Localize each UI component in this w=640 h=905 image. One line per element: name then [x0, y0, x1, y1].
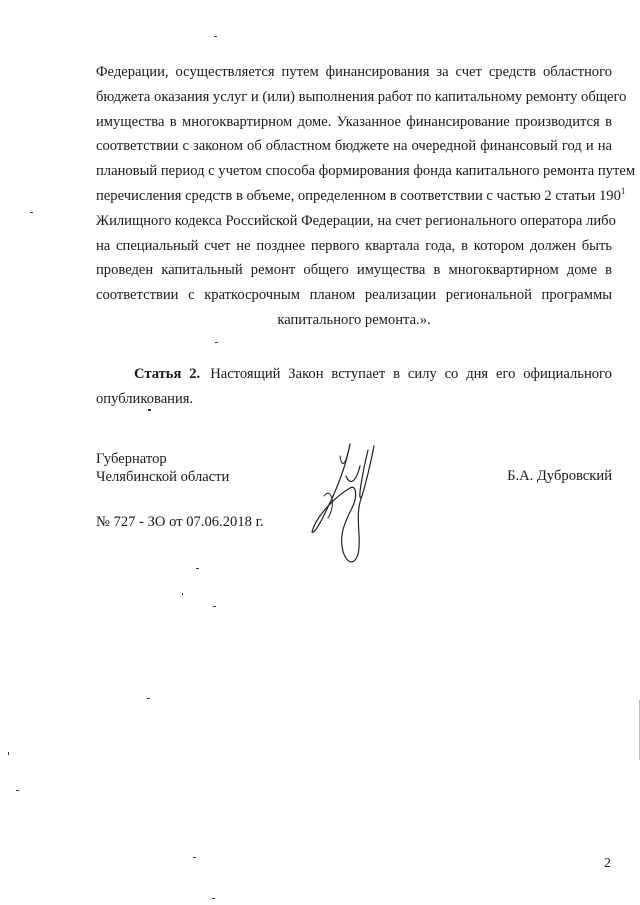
- article-text: Настоящий Закон вступает в силу со дня его официального: [210, 366, 612, 382]
- article-2: [96, 362, 612, 412]
- body-line: Жилищного кодекса Российской Федерации, на счет регионального оператора либо: [96, 212, 616, 229]
- body-line: имущества в многоквартирном доме. Указанное финансирование производится в: [96, 113, 612, 130]
- body-line: капитального ремонта.».: [277, 311, 431, 328]
- law-body-paragraph: [96, 60, 636, 333]
- scan-speck: [8, 752, 9, 755]
- scan-speck: [30, 212, 33, 213]
- body-line-with-footnote: [96, 184, 626, 209]
- scan-speck: [212, 898, 215, 899]
- scan-speck: [147, 698, 150, 699]
- scan-speck: [215, 342, 218, 343]
- body-line: плановый период с учетом способа формирования фонда капитального ремонта путем: [96, 163, 636, 180]
- body-line: на специальный счет не позднее первого квартала года, в котором должен быть: [96, 237, 612, 254]
- scan-speck: [182, 593, 183, 595]
- scan-speck: [196, 568, 199, 569]
- signatory-name: Б.А. Дубровский: [507, 468, 612, 484]
- scan-speck: [213, 606, 216, 607]
- body-line: Федерации, осуществляется путем финансирования за счет средств областного: [96, 64, 612, 80]
- body-line: соответствии с краткосрочным планом реализации региональной программы: [96, 287, 612, 304]
- body-line: проведен капитальный ремонт общего имущества в многоквартирном доме в: [96, 262, 612, 279]
- article-first-line: [96, 362, 612, 387]
- page-number: 2: [604, 856, 611, 871]
- body-line: соответствии с законом об областном бюджете на очередной финансовый год и на: [96, 138, 612, 155]
- article-second-line: опубликования.: [96, 390, 194, 407]
- footnote-mark: 1: [620, 186, 626, 197]
- signatory-title: [96, 450, 229, 486]
- article-label: Статья 2.: [134, 366, 201, 382]
- signatory-position: Губернатор: [96, 451, 167, 467]
- body-line: бюджета оказания услуг и (или) выполнения работ по капитальному ремонту общего: [96, 88, 627, 105]
- body-line-text: перечисления средств в объеме, определенном в соответствии с частью 2 статьи 190: [96, 187, 621, 204]
- handwritten-signature: [306, 436, 386, 571]
- scan-speck: [148, 409, 151, 411]
- signatory-region: Челябинской области: [96, 469, 230, 485]
- scan-speck: [193, 857, 196, 858]
- scan-speck: [214, 36, 217, 37]
- scan-speck: [16, 790, 19, 791]
- document-number: № 727 - ЗО от 07.06.2018 г.: [96, 514, 264, 530]
